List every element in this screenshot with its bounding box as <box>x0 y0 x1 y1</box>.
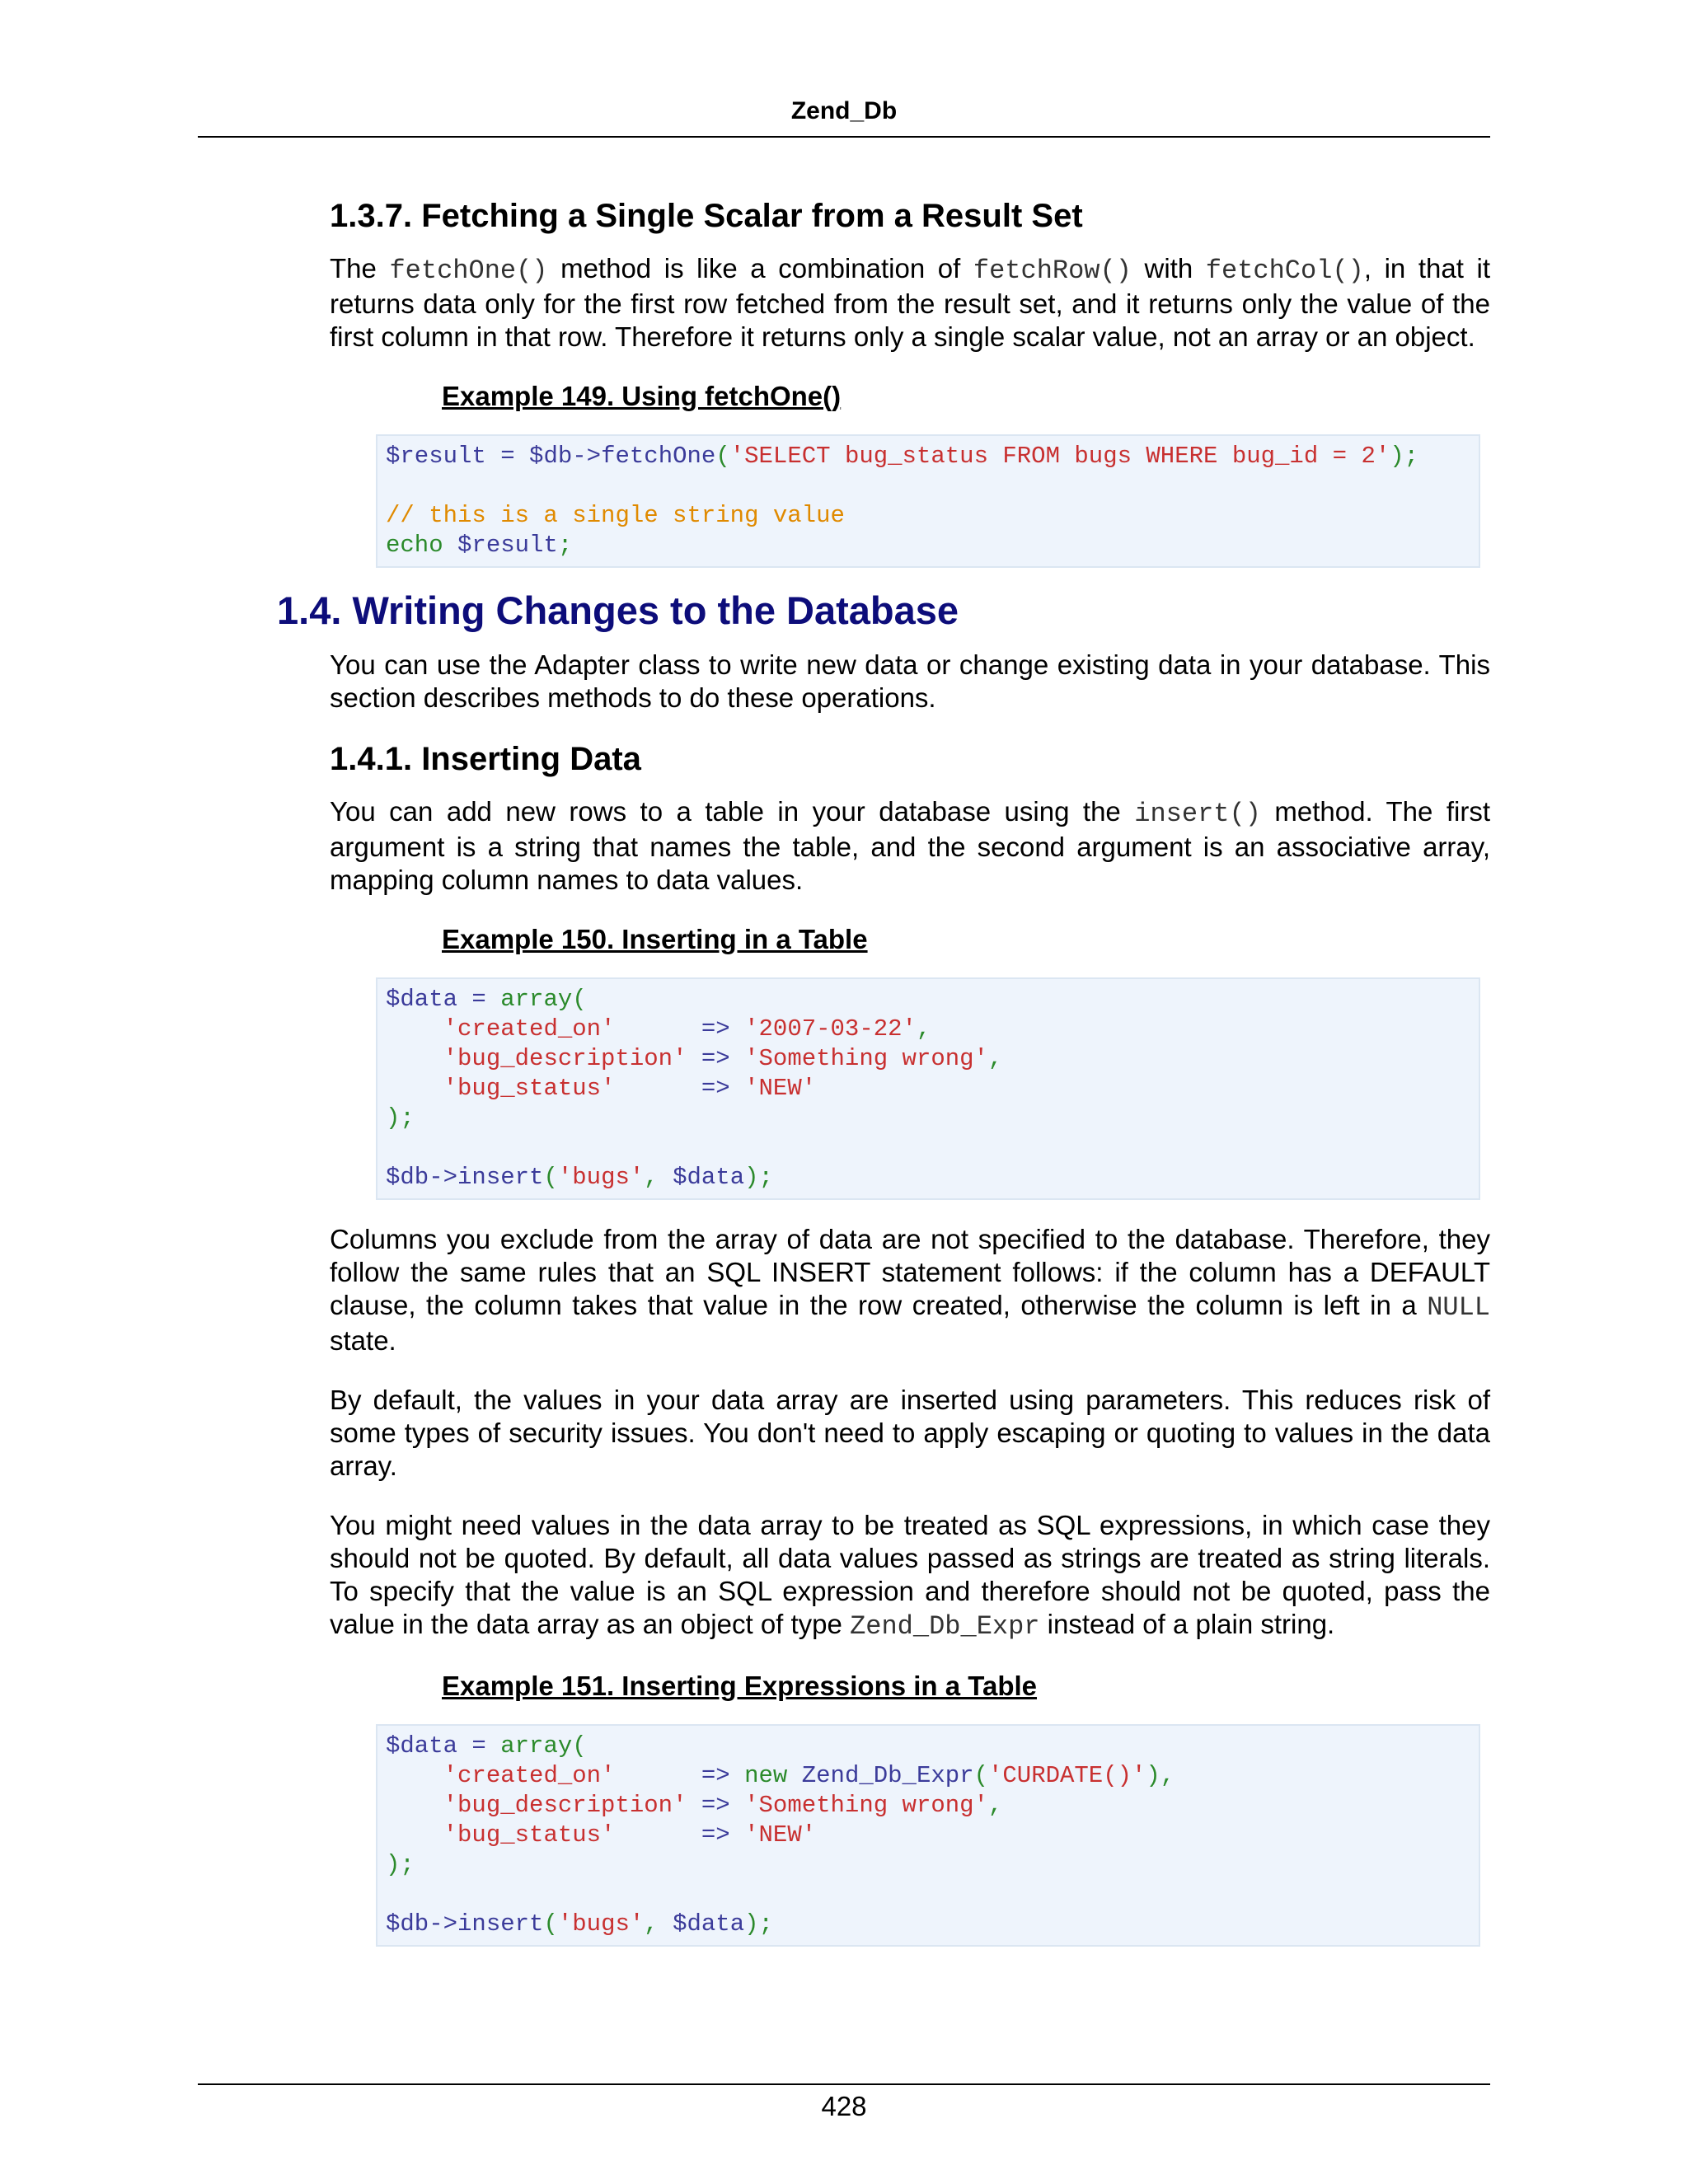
code-line <box>386 1880 1470 1910</box>
paragraph-parameters: By default, the values in your data array are inserted using parameters. This reduces risk of some types of security issues. You don't need to apply escaping or quoting to values in the data array. <box>330 1385 1490 1481</box>
code-example-151 <box>376 1724 1480 1947</box>
code-example-149 <box>376 434 1480 568</box>
header-rule <box>198 136 1490 138</box>
code-line: ); <box>386 1104 415 1132</box>
section-heading-1-4: 1.4. Writing Changes to the Database <box>277 588 959 632</box>
section-heading-1-3-7: 1.3.7. Fetching a Single Scalar from a Result Set <box>330 198 1083 234</box>
example-150-title: Example 150. Inserting in a Table <box>442 924 868 954</box>
code-line <box>386 471 1470 501</box>
inline-code-fetchrow: fetchRow() <box>973 255 1132 286</box>
code-line: 'created_on' => new Zend_Db_Expr('CURDATE()'), <box>443 1762 1175 1789</box>
inline-code-fetchcol: fetchCol() <box>1205 255 1364 286</box>
code-line: $data = array( <box>386 1732 587 1760</box>
page-number: 428 <box>821 2091 867 2121</box>
paragraph-writing-changes: You can use the Adapter class to write new data or change existing data in your database. This section describes methods to do these operations. <box>330 649 1490 713</box>
code-line: echo $result; <box>386 532 573 559</box>
code-line: 'bug_description' => 'Something wrong', <box>443 1792 1003 1819</box>
inline-code-zend-db-expr: Zend_Db_Expr <box>850 1611 1040 1642</box>
footer-rule <box>198 2083 1490 2085</box>
inline-code-null: NULL <box>1427 1292 1490 1323</box>
code-comment: // this is a single string value <box>386 502 845 529</box>
code-line: $db->insert('bugs', $data); <box>386 1910 773 1938</box>
code-line: 'bug_status' => 'NEW' <box>443 1821 817 1849</box>
code-line: 'bug_status' => 'NEW' <box>443 1075 817 1102</box>
code-line: $data = array( <box>386 986 587 1013</box>
code-example-150 <box>376 977 1480 1200</box>
code-line: ); <box>386 1851 415 1878</box>
example-151-title: Example 151. Inserting Expressions in a Table <box>442 1671 1038 1701</box>
code-line <box>386 1133 1470 1163</box>
code-line: 'bug_description' => 'Something wrong', <box>443 1045 1003 1072</box>
code-line: $db->insert('bugs', $data); <box>386 1164 773 1191</box>
paragraph-excluded-columns: Columns you exclude from the array of data are not specified to the database. Therefore, they follow the same rules that an SQL INSERT statement follows: if the column has a DEFAULT clause, the column takes that value in the row created, otherwise the column is left in a NULL state. <box>330 1224 1490 1356</box>
paragraph-fetchone: The fetchOne() method is like a combination of fetchRow() with fetchCol(), in that it returns data only for the first row fetched from the result set, and it returns only the value of the first column in that row. Therefore it returns only a single scalar value, not an array or an object. <box>330 253 1490 352</box>
section-heading-1-4-1: 1.4.1. Inserting Data <box>330 741 641 777</box>
paragraph-insert-method: You can add new rows to a table in your database using the insert() method. The first argument is a string that names the table, and the second argument is an associative array, mapping column names to data values. <box>330 796 1490 895</box>
paragraph-sql-expressions: You might need values in the data array to be treated as SQL expressions, in which case they should not be quoted. By default, all data values passed as strings are treated as string literals. To specify that the value is an SQL expression and therefore should not be quoted, pass the value in the data array as an object of type Zend_Db_Expr instead of a plain string. <box>330 1510 1490 1642</box>
example-149-title: Example 149. Using fetchOne() <box>442 381 842 411</box>
inline-code-fetchone: fetchOne() <box>389 255 548 286</box>
code-line: $result = $db->fetchOne('SELECT bug_status FROM bugs WHERE bug_id = 2'); <box>386 443 1419 470</box>
inline-code-insert: insert() <box>1134 799 1261 829</box>
page-content <box>277 193 1490 1947</box>
running-header: Zend_Db <box>790 97 898 124</box>
code-line: 'created_on' => '2007-03-22', <box>443 1015 931 1043</box>
